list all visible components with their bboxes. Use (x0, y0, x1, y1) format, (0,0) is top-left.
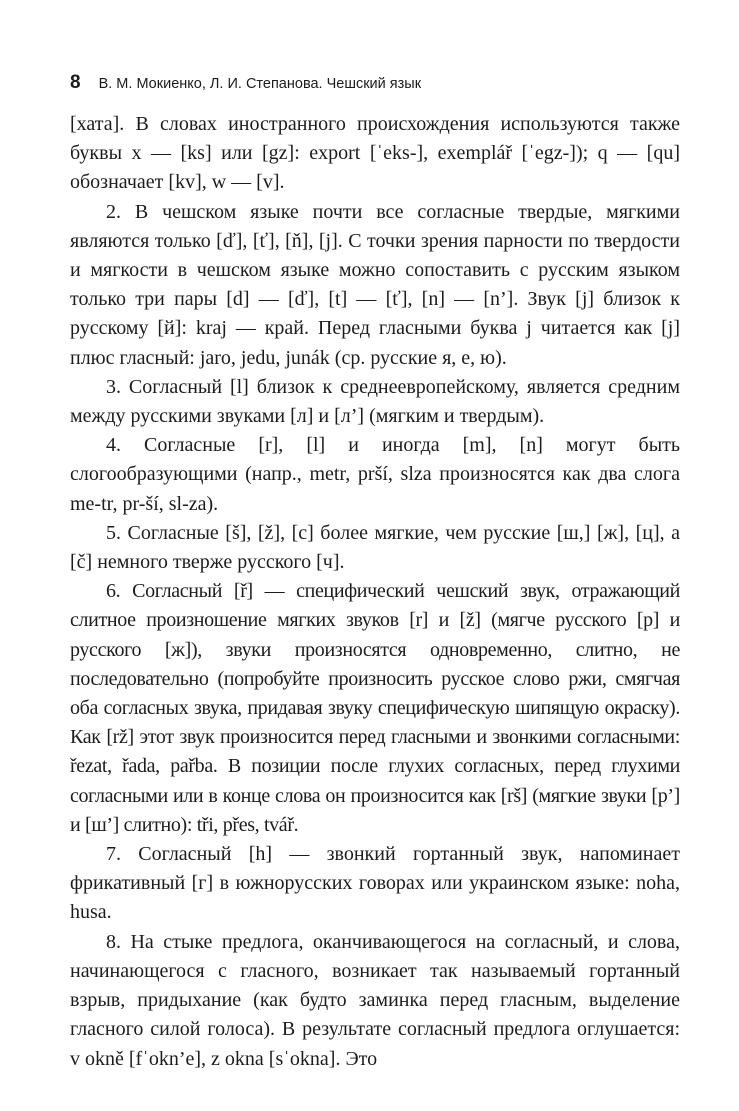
paragraph-continuation: [хата]. В словах иностранного происхождения используются также буквы x — [ks] или [gz]: export [ˈeks-], exemplář [ˈegz-]); q — [qu] обозначает [kv], w — [v]. (70, 113, 680, 194)
paragraph-4: 4. Согласные [r], [l] и иногда [m], [n] могут быть слогообразующими (напр., metr, prší, slza произносятся как два слога me-tr, pr-ší, sl-za). (70, 434, 680, 515)
paragraph-6: 6. Согласный [ř] — специфический чешский звук, отражающий слитное произношение мягких звуков [r] и [ž] (мягче русского [р] и русского [ж]), звуки произносятся одновременно, слитно, не последовательно (попробуйте произносить русское слово ржи, смягчая оба согласных звука, придавая звуку специфическую шипящую окраску). Как [rž] этот звук произносится перед гласными и звонкими согласными: řezat, řada, pařba. В позиции после глухих согласных, перед глухими согласными или в конце слова он произносится как [rš] (мягкие звуки [р’] и [ш’] слитно): tři, přes, tvář. (70, 580, 680, 836)
paragraph-2: 2. В чешском языке почти все согласные твердые, мягкими являются только [ď], [ť], [ň], [j]. С точки зрения парности по твердости и мягкости в чешском языке можно сопоставить с русским языком только три пары [d] — [ď], [t] — [ť], [n] — [n’]. Звук [j] близок к русскому [й]: kraj — край. Перед гласными буква j читается как [j] плюс гласный: jaro, jedu, junák (ср. русские я, е, ю). (70, 200, 680, 369)
body-text (70, 110, 680, 1074)
page-number: 8 (70, 72, 81, 93)
paragraph-3: 3. Согласный [l] близок к среднеевропейскому, является средним между русскими звуками [л] и [л’] (мягким и твердым). (70, 375, 680, 428)
paragraph-8: 8. На стыке предлога, оканчивающегося на согласный, и слова, начинающегося с гласного, возникает так называемый гортанный взрыв, придыхание (как будто заминка перед гласным, выделение гласного силой голоса). В результате согласный предлога оглушается: v okně [fˈokn’e], z okna [sˈokna]. Это (70, 930, 680, 1070)
running-title: В. М. Мокиенко, Л. И. Степанова. Чешский язык (98, 76, 422, 92)
paragraph-5: 5. Согласные [š], [ž], [c] более мягкие, чем русские [ш,] [ж], [ц], а [č] немного тверже русского [ч]. (70, 521, 680, 574)
paragraph-7: 7. Согласный [h] — звонкий гортанный звук, напоминает фрикативный [г] в южнорусских говорах или украинском языке: noha, husa. (70, 843, 680, 924)
running-header (70, 72, 421, 94)
